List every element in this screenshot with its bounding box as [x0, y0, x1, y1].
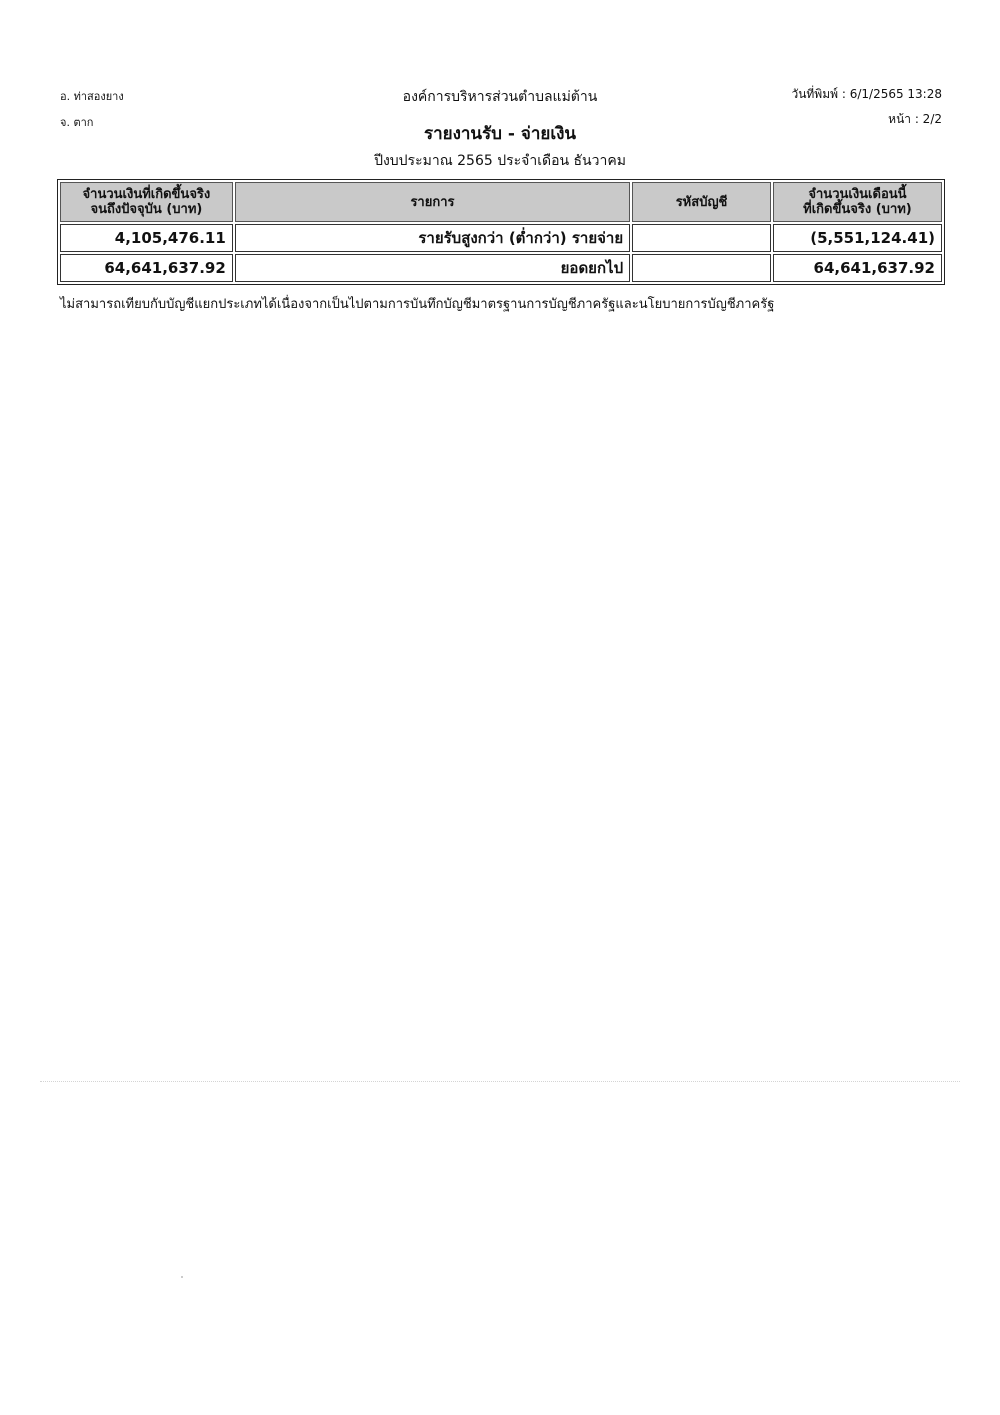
report-title: รายงานรับ - จ่ายเงิน — [423, 124, 577, 144]
column-header-cumulative-line2: จนถึงปัจจุบัน (บาท) — [90, 202, 203, 217]
scan-artifact-line — [40, 1081, 960, 1082]
item-cell: รายรับสูงกว่า (ต่ำกว่า) รายจ่าย — [235, 224, 630, 252]
table-row — [60, 254, 942, 282]
print-date: วันที่พิมพ์ : 6/1/2565 13:28 — [791, 87, 942, 101]
column-header-cumulative — [60, 182, 233, 222]
column-header-account-code: รหัสบัญชี — [632, 182, 771, 222]
account-code-cell — [632, 254, 771, 282]
column-header-cumulative-line1: จำนวนเงินที่เกิดขึ้นจริง — [82, 187, 211, 202]
footnote: ไม่สามารถเทียบกับบัญชีแยกประเภทได้เนื่องจากเป็นไปตามการบันทึกบัญชีมาตรฐานการบัญชีภาครัฐและนโยบายการบัญชีภาครัฐ — [60, 297, 775, 312]
month-amount-cell: (5,551,124.41) — [773, 224, 942, 252]
column-header-item: รายการ — [235, 182, 630, 222]
column-header-month-line2: ที่เกิดขึ้นจริง (บาท) — [803, 202, 912, 217]
province-label: จ. ตาก — [60, 116, 94, 129]
cumulative-amount-cell: 4,105,476.11 — [60, 224, 233, 252]
district-label: อ. ท่าสองยาง — [60, 90, 124, 103]
report-subtitle: ปีงบประมาณ 2565 ประจำเดือน ธันวาคม — [374, 153, 626, 169]
cumulative-amount-cell: 64,641,637.92 — [60, 254, 233, 282]
table-row — [60, 224, 942, 252]
page-number: หน้า : 2/2 — [888, 112, 942, 126]
item-cell: ยอดยกไป — [235, 254, 630, 282]
organization-name: องค์การบริหารส่วนตำบลแม่ต้าน — [402, 89, 598, 105]
column-header-month-line1: จำนวนเงินเดือนนี้ — [808, 187, 907, 202]
column-header-month — [773, 182, 942, 222]
table-header-row — [60, 182, 942, 222]
month-amount-cell: 64,641,637.92 — [773, 254, 942, 282]
scan-artifact-speck — [181, 1276, 183, 1278]
receipts-payments-table — [57, 179, 945, 285]
account-code-cell — [632, 224, 771, 252]
